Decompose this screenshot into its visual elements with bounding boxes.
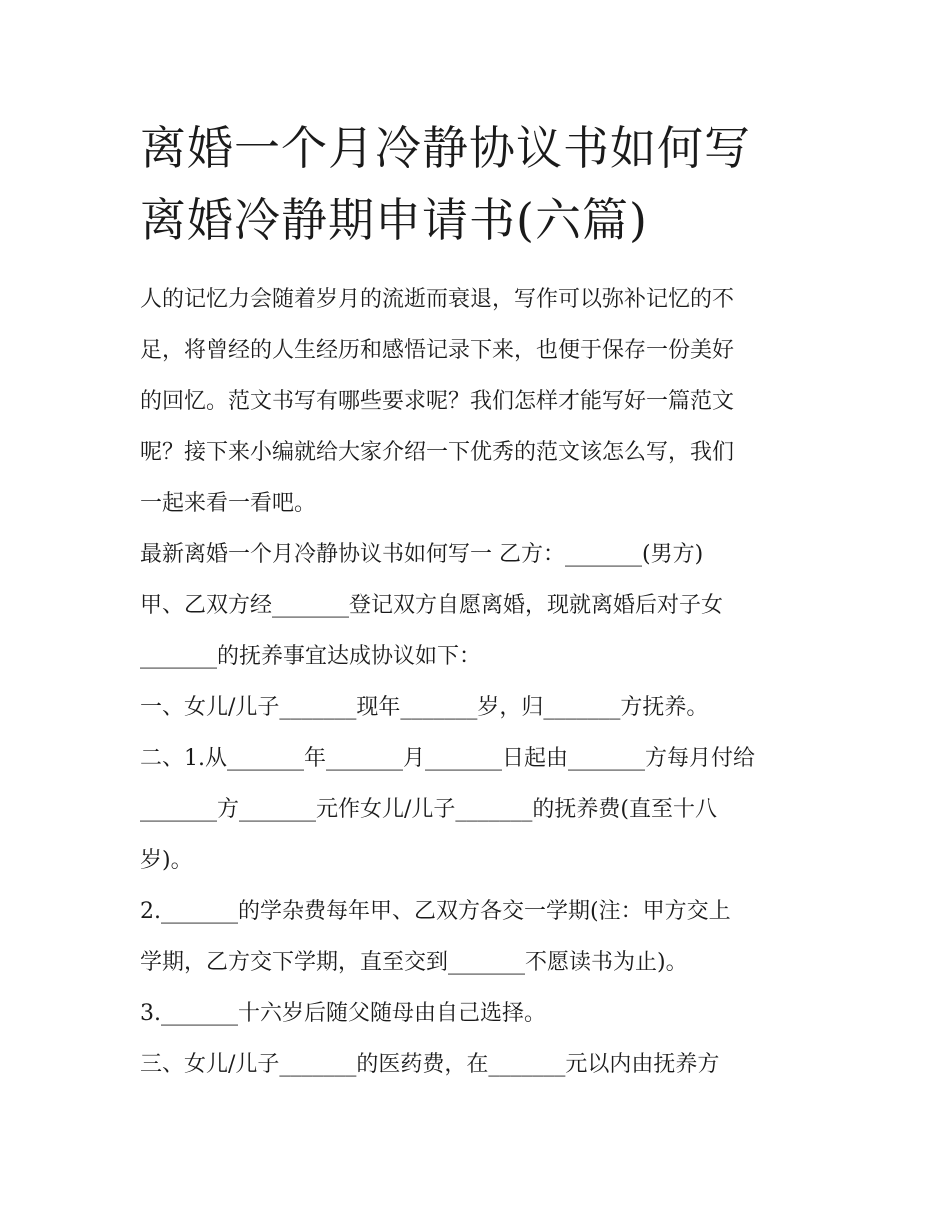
agreement-line: 岁)。 — [140, 848, 193, 873]
document-title — [140, 112, 840, 256]
intro-line: 的回忆。范文书写有哪些要求呢？我们怎样才能写好一篇范文 — [140, 389, 735, 414]
agreement-line: 二、1.从_______年_______月_______日起由_______方每月付给 — [140, 746, 755, 771]
intro-line: 人的记忆力会随着岁月的流逝而衰退，写作可以弥补记忆的不 — [140, 287, 735, 312]
agreement-line: _______方_______元作女儿/儿子_______的抚养费(直至十八 — [140, 797, 717, 822]
agreement-line: 最新离婚一个月冷静协议书如何写一 乙方：_______(男方) — [140, 542, 704, 567]
agreement-line: 三、女儿/儿子_______的医药费，在_______元以内由抚养方 — [140, 1052, 720, 1077]
intro-line: 呢？接下来小编就给大家介绍一下优秀的范文该怎么写，我们 — [140, 440, 735, 465]
agreement-line: 3._______十六岁后随父随母由自己选择。 — [140, 1001, 546, 1026]
agreement-line: 学期，乙方交下学期，直至交到_______不愿读书为止)。 — [140, 950, 688, 975]
agreement-line: 甲、乙双方经_______登记双方自愿离婚，现就离婚后对子女 — [140, 593, 724, 618]
intro-line: 一起来看一看吧。 — [140, 491, 317, 516]
agreement-line: 一、女儿/儿子_______现年_______岁，归_______方抚养。 — [140, 695, 709, 720]
title-line-1: 离婚一个月冷静协议书如何写 — [140, 121, 751, 175]
agreement-line: _______的抚养事宜达成协议如下： — [140, 644, 482, 669]
document-body — [140, 274, 820, 1090]
title-line-2: 离婚冷静期申请书(六篇) — [140, 193, 648, 247]
agreement-line: 2._______的学杂费每年甲、乙双方各交一学期(注：甲方交上 — [140, 899, 731, 924]
intro-line: 足，将曾经的人生经历和感悟记录下来，也便于保存一份美好 — [140, 338, 735, 363]
